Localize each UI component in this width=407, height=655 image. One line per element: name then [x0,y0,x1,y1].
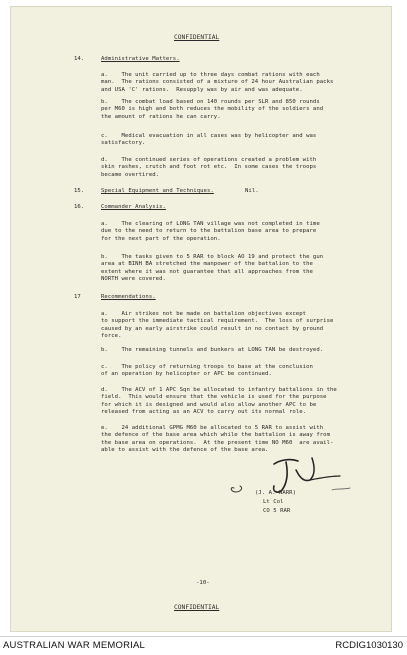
signature-rank: Lt Col [263,499,284,505]
section-17-title: Recommendations. [101,294,156,300]
archive-institution: AUSTRALIAN WAR MEMORIAL [3,640,146,651]
header-classification: CONFIDENTIAL [174,34,220,41]
section-14-number: 14. [74,56,85,62]
section-15-value: Nil. [245,188,259,194]
page-number: -10- [196,580,210,586]
section-15-number: 15. [74,188,85,194]
section-17-number: 17 [74,294,81,300]
paragraph-17b: b. The remaining tunnels and bunkers at LONG TAN be destroyed. [101,347,324,353]
section-16-title: Commander Analysis. [101,204,166,210]
archive-reference: RCDIG1030130 [335,640,403,651]
section-14-title: Administrative Matters. [101,56,180,62]
archive-footer-bar [0,636,407,655]
section-16-number: 16. [74,204,85,210]
signature-name: (J. A. WARR) [255,490,297,496]
footer-classification: CONFIDENTIAL [174,604,220,611]
signature-appointment: CO 5 RAR [263,508,291,514]
section-15-title: Special Equipment and Techniques. [101,188,214,194]
